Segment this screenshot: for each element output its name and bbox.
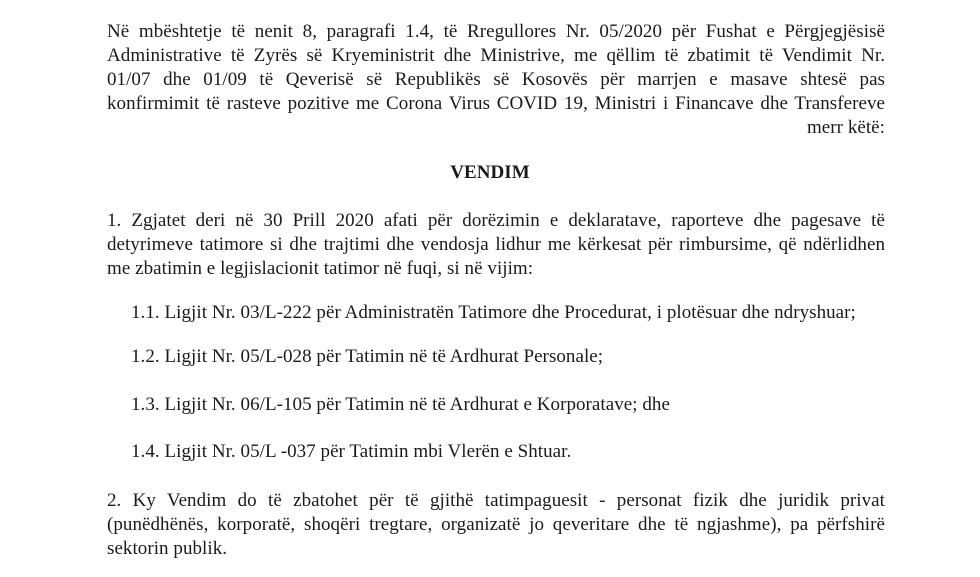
point1-line-2: detyrimeve tatimore si dhe trajtimi dhe vendosja lidhur me kërkesat për rimbursime, që ndërlidhen xyxy=(107,234,885,255)
preamble-line-5: merr këtë: xyxy=(806,117,885,138)
subitem-1-3: 1.3. Ligjit Nr. 06/L-105 për Tatimin në të Ardhurat e Korporatave; dhe xyxy=(131,394,670,415)
preamble-line-4: konfirmimit të rasteve pozitive me Corona Virus COVID 19, Ministri i Financave dhe Transfereve xyxy=(107,93,885,114)
point2-line-3: sektorin publik. xyxy=(107,538,228,559)
preamble-line-2: Administrative të Zyrës së Kryeministrit dhe Ministrive, me qëllim të zbatimit të Vendimit Nr. xyxy=(107,45,885,66)
point2-line-1: 2. Ky Vendim do të zbatohet për të gjithë tatimpaguesit - personat fizik dhe juridik privat xyxy=(107,490,885,511)
subitem-1-4: 1.4. Ligjit Nr. 05/L -037 për Tatimin mbi Vlerën e Shtuar. xyxy=(131,441,572,462)
decision-heading: VENDIM xyxy=(450,162,530,183)
subitem-1-1: 1.1. Ligjit Nr. 03/L-222 për Administratën Tatimore dhe Procedurat, i plotësuar dhe ndryshuar; xyxy=(131,302,856,323)
point1-line-1: 1. Zgjatet deri në 30 Prill 2020 afati për dorëzimin e deklaratave, raporteve dhe pagesave të xyxy=(107,210,885,231)
preamble-line-1: Në mbështetje të nenit 8, paragrafi 1.4, të Rregullores Nr. 05/2020 për Fushat e Përgjegjësisë xyxy=(107,21,885,42)
preamble-line-3: 01/07 dhe 01/09 të Qeverisë së Republikës së Kosovës për marrjen e masave shtesë pas xyxy=(107,69,885,90)
point1-line-3: me zbatimin e legjislacionit tatimor në fuqi, si në vijim: xyxy=(107,258,534,279)
subitem-1-2: 1.2. Ligjit Nr. 05/L-028 për Tatimin në të Ardhurat Personale; xyxy=(131,346,604,367)
point2-line-2: (punëdhënës, korporatë, shoqëri tregtare, organizatë jo qeveritare dhe të ngjashme), pa përfshirë xyxy=(107,514,885,535)
